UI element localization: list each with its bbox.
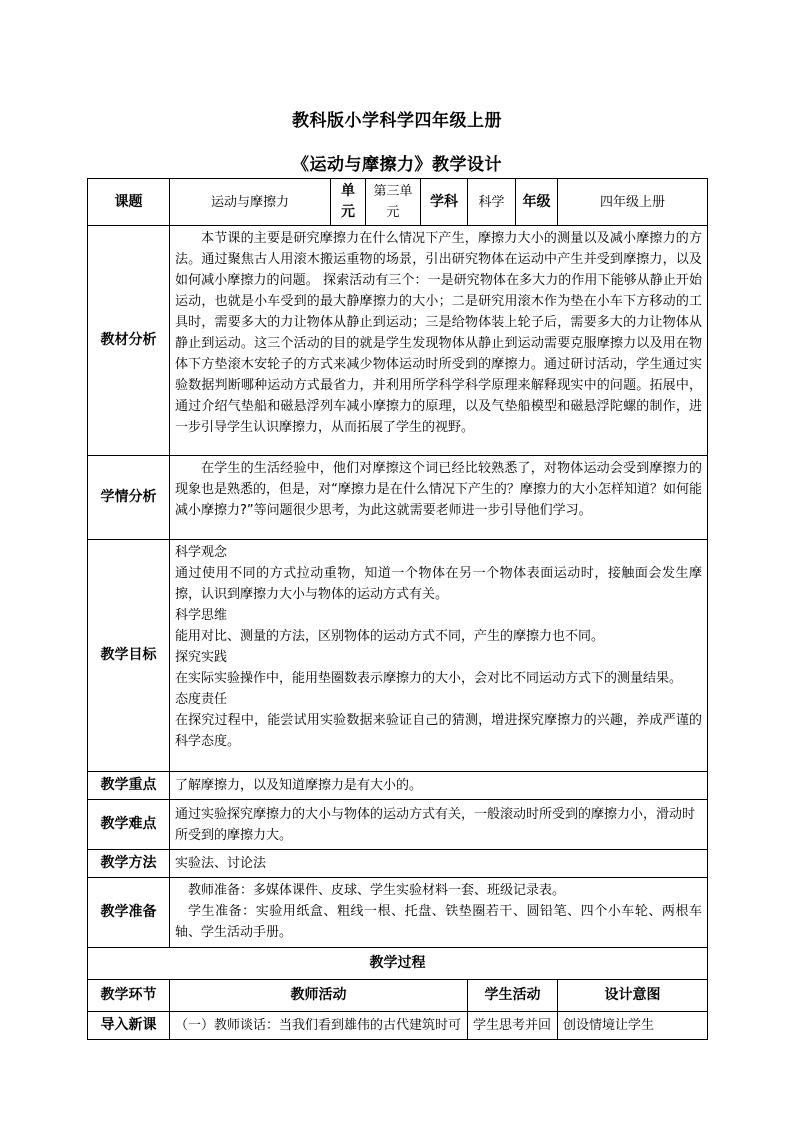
document-subtitle: 《运动与摩擦力》教学设计 — [292, 155, 502, 175]
process-title: 教学过程 — [88, 948, 708, 980]
difficulties-text: 通过实验探究摩擦力的大小与物体的运动方式有关，一般滚动时所受到的摩擦力小，滑动时所受到的摩擦力大。 — [170, 800, 708, 850]
objectives-cell — [170, 540, 708, 772]
objective-heading: 态度责任 — [175, 692, 228, 707]
unit-value: 第三单元 — [366, 179, 421, 226]
objective-heading: 科学思维 — [175, 608, 228, 623]
document-title: 教科版小学科学四年级上册 — [292, 111, 502, 131]
preparation-label: 教学准备 — [88, 878, 170, 948]
subject-label: 学科 — [421, 179, 468, 226]
objective-text: 在实际实验操作中，能用垫圈数表示摩擦力的大小，会对比不同运动方式下的测量结果。 — [175, 671, 683, 686]
difficulties-label: 教学难点 — [88, 800, 170, 850]
material-analysis-label: 教材分析 — [88, 226, 170, 456]
preparation-cell — [170, 878, 708, 948]
process-header-intent: 设计意图 — [558, 980, 708, 1012]
objective-heading: 探究实践 — [175, 650, 228, 665]
student-analysis-cell — [170, 456, 708, 540]
subject-value: 科学 — [468, 179, 516, 226]
student-analysis-label: 学情分析 — [88, 456, 170, 540]
key-points-text: 了解摩擦力，以及知道摩擦力是有大小的。 — [170, 772, 708, 800]
objectives-label: 教学目标 — [88, 540, 170, 772]
process-header-stage: 教学环节 — [88, 980, 170, 1012]
objective-text: 通过使用不同的方式拉动重物，知道一个物体在另一个物体表面运动时，接触面会发生摩擦，认识到摩擦力大小与物体的运动方式有关。 — [175, 566, 703, 602]
process-header-student: 学生活动 — [468, 980, 558, 1012]
process-intent-cell: 创设情境让学生 — [558, 1012, 708, 1040]
objective-text: 能用对比、测量的方法，区别物体的运动方式不同，产生的摩擦力也不同。 — [175, 629, 605, 644]
objective-heading: 科学观念 — [175, 545, 228, 560]
process-stage-cell: 导入新课 — [88, 1012, 170, 1040]
process-student-cell: 学生思考并回 — [468, 1012, 558, 1040]
student-analysis-text: 在学生的生活经验中，他们对摩擦这个词已经比较熟悉了，对物体运动会受到摩擦力的现象也是熟悉的，但是，对“摩擦力是在什么情况下产生的？摩擦力的大小怎样知道？如何能减小摩擦力?”等问题很少思考，为此这就需要老师进一步引导他们学习。 — [175, 461, 703, 518]
unit-label: 单元 — [331, 179, 366, 226]
teacher-preparation: 教师准备：多媒体课件、皮球、学生实验材料一套、班级记录表。 — [188, 883, 566, 898]
objective-text: 在探究过程中，能尝试用实验数据来验证自己的猜测，增进探究摩擦力的兴趣，养成严谨的科学态度。 — [175, 713, 703, 749]
methods-label: 教学方法 — [88, 850, 170, 878]
grade-value: 四年级上册 — [558, 179, 708, 226]
grade-label: 年级 — [516, 179, 558, 226]
topic-label: 课题 — [88, 179, 170, 226]
process-header-teacher: 教师活动 — [170, 980, 468, 1012]
key-points-label: 教学重点 — [88, 772, 170, 800]
material-analysis-cell — [170, 226, 708, 456]
methods-text: 实验法、讨论法 — [170, 850, 708, 878]
lesson-plan-table — [87, 178, 708, 1040]
process-teacher-cell: （一）教师谈话：当我们看到雄伟的古代建筑时可 — [170, 1012, 468, 1040]
material-analysis-text: 本节课的主要是研究摩擦力在什么情况下产生，摩擦力大小的测量以及减小摩擦力的方法。通过聚焦古人用滚木搬运重物的场景，引出研究物体在运动中产生并受到摩擦力，以及如何减小摩擦力的问题。 探索活动有三个：一是研究物体在多大力的作用下能够从静止开始运动，也就是小车受到的最大静摩擦力的大小；二是研究用滚木作为垫在小车下方移动的工具时，需要多大的力让物体从静止到运动；三是给物体装上轮子后，需要多大的力让物体从静止到运动。这三个活动的目的就是学生发现物体从静止到运动需要克服摩擦力以及用在物体下方垫滚木安轮子的方式来减少物体运动时所受到的摩擦力。通过研讨活动，学生通过实验数据判断哪种运动方式最省力，并利用所学科学科学原理来解释现实中的问题。拓展中，通过介绍气垫船和磁悬浮列车减小摩擦力的原理，以及气垫船模型和磁悬浮陀螺的制作，进一步引导学生认识摩擦力，从而拓展了学生的视野。 — [175, 231, 703, 435]
student-preparation: 学生准备：实验用纸盒、粗线一根、托盘、铁垫圈若干、圆铅笔、四个小车轮、两根车轴、学生活动手册。 — [175, 904, 703, 940]
topic-value: 运动与摩擦力 — [170, 179, 331, 226]
